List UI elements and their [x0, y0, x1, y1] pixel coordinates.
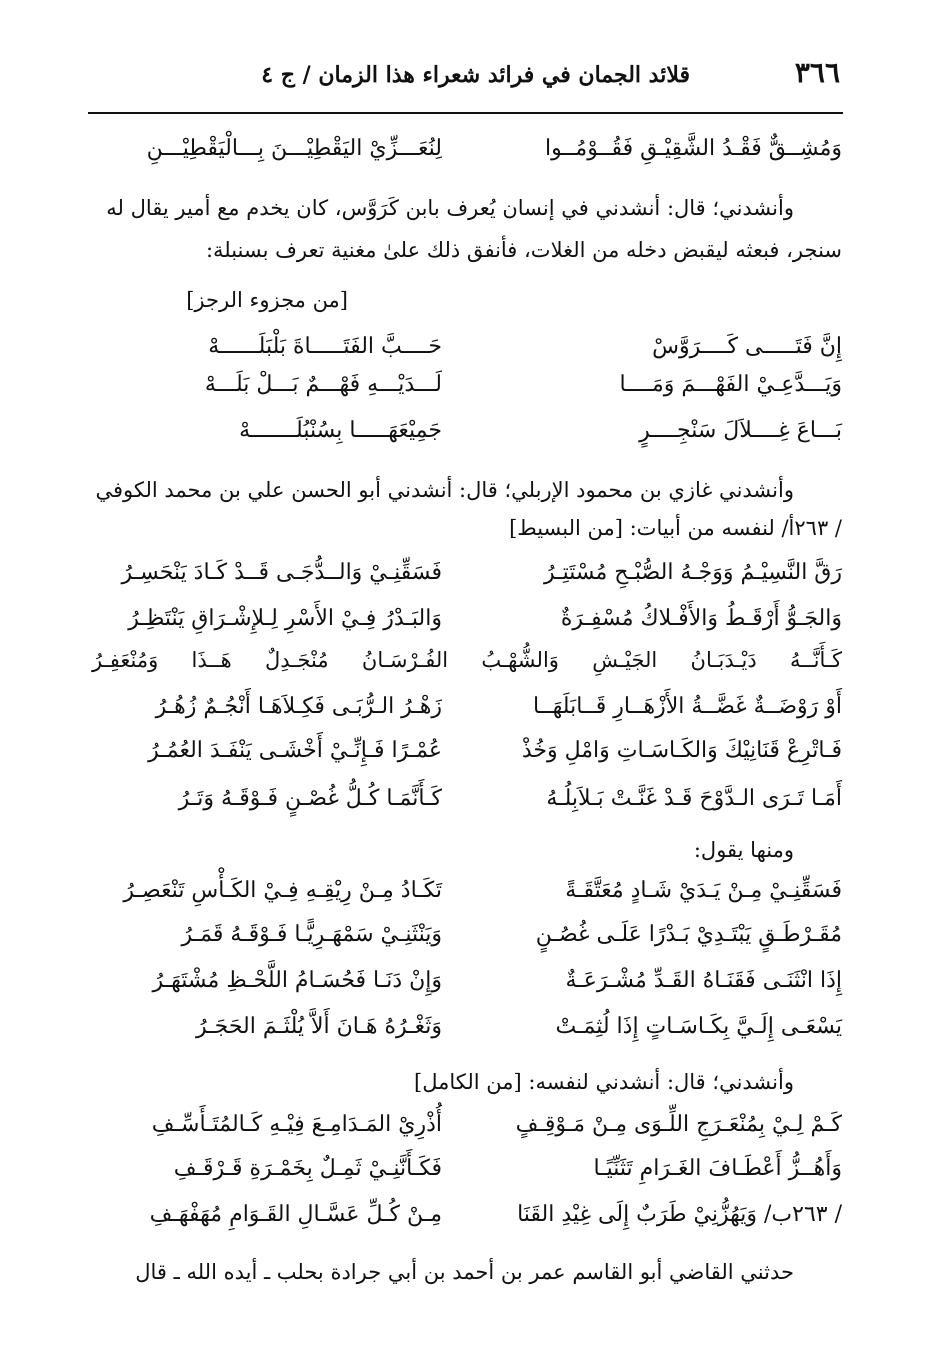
verse-second-hemistich: زَهْـرُ الـرُّبَـى فَكِـلاَهَـا أَنْجُـمٌ زُهُـرُ: [155, 694, 442, 719]
verse-first-hemistich: فَـاتْرِعْ قَنَانِيْكَ وَالكَـاسَـاتِ وَامْلِ وَخُذْ: [521, 738, 842, 763]
verse-first-hemistich: وَالجَـوُّ أَرْقَـطُ وَالأَفْـلاكُ مُسْفِـرَةٌ: [560, 606, 842, 631]
verse-line: [92, 694, 842, 738]
prose-line: حدثني القاضي أبو القاسم عمر بن أحمد بن أبي جرادة بحلب ـ أيده الله ـ قال: [135, 1260, 794, 1284]
verse-line: [92, 418, 842, 462]
verse-first-hemistich: إِذَا انْثَنَـى فَقَنَـاهُ القَـدِّ مُشْـرَعَـةٌ: [565, 968, 842, 993]
verse-second-hemistich: عُمْـرًا فَـإِنِّـيْ أَخْشَـى يَنْفَـدَ العُمُـرُ: [148, 738, 442, 763]
verse-first-hemistich: إِنَّ فَتَـــــى كَــــرَوَّسْ: [652, 334, 842, 359]
verse-second-hemistich: وَالبَـدْرُ فِـيْ الأَسْرِ لِـلإِشْـرَاقِ يَنْتَظِـرُ: [128, 606, 442, 631]
verse-first-hemistich: وَأَهُــزُّ أَعْطَـافَ الغَـرَامِ تَثَنِّيًـا: [593, 1156, 842, 1181]
meter-label: [من مجزوء الرجز]: [186, 288, 348, 312]
verse-first-hemistich: رَقَّ النَّسِيْـمُ وَوَجْـهُ الصُّبْـحِ مُسْتَتِـرُ: [543, 560, 842, 585]
header-rule: [88, 112, 843, 114]
verse-first-hemistich: يَسْعَـى إِلَـيَّ بِكَـاسَـاتٍ إِذَا لُثِمَـتْ: [555, 1014, 842, 1039]
verse-second-hemistich: حَــــبَّ الفَتَـــــاةَ بَلْبَلَــــــهْ: [208, 334, 442, 359]
verse-line: [92, 1202, 842, 1246]
prose-line: وأنشدني غازي بن محمود الإربلي؛ قال: أنشدني أبو الحسن علي بن محمد الكوفي: [95, 478, 794, 502]
verse-second-hemistich: تَكَـادُ مِـنْ رِيْقِـهِ فِـيْ الكَـأْسِ تَنْعَصِـرُ: [123, 878, 442, 903]
verse-first-hemistich: فَسَقِّنِـيْ مِـنْ يَـدَيْ شَـادٍ مُعَتَّقَـةً: [565, 878, 842, 903]
verse-second-hemistich: أُذْرِيْ المَـدَامِـعَ فِيْـهِ كَـالمُتَـأَسِّـفِ: [151, 1112, 442, 1137]
verse-line: [92, 738, 842, 782]
verse-line: [92, 878, 842, 922]
verse-line: [92, 1112, 842, 1156]
verse-line: [92, 372, 842, 416]
verse-second-hemistich: جَمِيْعَهَـــــا بِسُنْبُلَـــــــهْ: [239, 418, 442, 443]
prose-line: / ٢٦٣أ/ لنفسه من أبيات: [من البسيط]: [509, 516, 842, 540]
verse-first-hemistich: / ٢٦٣ب/ وَيَهُزُّنِيْ طَرَبٌ إِلَى غِيْدِ القَنَا: [517, 1202, 842, 1227]
verse-second-hemistich: مِـنْ كُـلِّ عَسَّـالِ القَـوَامِ مُهَفْهَـفِ: [149, 1202, 442, 1227]
verse-first-hemistich: أَمَـا تَـرَى الـدَّوْحَ قَـدْ غَنَّـتْ بَـلاَبِلُـهُ: [546, 786, 842, 811]
verse-second-hemistich: وَثَغْـرُهُ هَـانَ أَلاَّ يُلْثَـمَ الحَجَـرُ: [196, 1014, 442, 1039]
verse-line: [92, 136, 842, 180]
verse-second-hemistich: فَكَـأَنَّنِـيْ ثَمِـلٌ بِخَمْـرَةِ قَـرْقَـفِ: [173, 1156, 442, 1181]
verse-first-hemistich: مُقَـرْطَـقٍ يَبْتَـدِيْ بَـدْرًا عَلَـى غُصُـنٍ: [535, 922, 842, 947]
verse-first-hemistich: كَـمْ لِـيْ بِمُنْعَـرَجِ اللِّـوَى مِـنْ مَـوْقِـفٍ: [515, 1112, 842, 1137]
verse-line: [92, 968, 842, 1012]
verse-second-hemistich: كَـأَنَّمَـا كُـلُّ غُصْـنٍ فَـوْقَـهُ وَتَـرُ: [178, 786, 442, 811]
verse-first-hemistich: وَيَـــدَّعِـيْ الفَهْـــمَ وَمَــــا: [619, 372, 842, 397]
verse-second-hemistich: وَيَنْثَنِـيْ سَمْهَـرِيًّـا فَـوْقَـهُ قَمَـرُ: [181, 922, 442, 947]
verse-second-hemistich: لِنُعَـــزِّيْ اليَقْطِيْـــنَ بِـــالْيَقْطِيْـــنِ: [146, 136, 442, 161]
verse-line: [92, 560, 842, 604]
verse-line-long: كَـأَنَّــهُ دَيْـدَبَـانُ الجَيْـشِ وَالشُّهْـبُ الفُـرْسَـانُ مُنْجَـدِلٌ هَــذَا وَمُنْعَفِـرُ: [92, 648, 842, 672]
verse-second-hemistich: لَـــدَيْـــهِ فَهْـــمٌ بَـــلْ بَلَـــهْ: [204, 372, 442, 397]
prose-line: سنجر، فبعثه ليقبض دخله من الغلات، فأنفق ذلك علىٰ مغنية تعرف بسنبلة:: [205, 238, 842, 262]
verse-second-hemistich: فَسَقِّنِـيْ وَالــدُّجَـى قَــدْ كَـادَ يَنْحَسِـرُ: [121, 560, 442, 585]
verse-first-hemistich: أَوْ رَوْضَــةٌ غَضَّــةُ الأَزْهَــارِ قَــابَلَهَــا: [533, 694, 842, 719]
verse-line: [92, 1156, 842, 1200]
prose-line: وأنشدني؛ قال: أنشدني لنفسه: [من الكامل]: [414, 1070, 794, 1094]
running-title: قلائد الجمان في فرائد شعراء هذا الزمان / ج ٤: [261, 62, 690, 88]
verse-first-hemistich: بَـــاعَ غِــــلاَلَ سَنْجِــــرٍ: [639, 418, 842, 443]
verse-line: [92, 922, 842, 966]
verse-line: [92, 786, 842, 830]
prose-line: ومنها يقول:: [693, 838, 794, 862]
verse-second-hemistich: وَإِنْ دَنَـا فَحُسَـامُ اللَّحْـظِ مُشْتَهَـرُ: [152, 968, 442, 993]
verse-line: [92, 606, 842, 650]
prose-line: وأنشدني؛ قال: أنشدني في إنسان يُعرف بابن كَرَوَّس، كان يخدم مع أمير يقال له: [106, 196, 794, 220]
verse-line: [92, 1014, 842, 1058]
page-number: ٣٦٦: [794, 56, 840, 89]
verse-first-hemistich: وَمُشِــقٌّ فَقْـدُ الشَّقِيْـقِ فَقُــوْمُــوا: [545, 136, 842, 161]
